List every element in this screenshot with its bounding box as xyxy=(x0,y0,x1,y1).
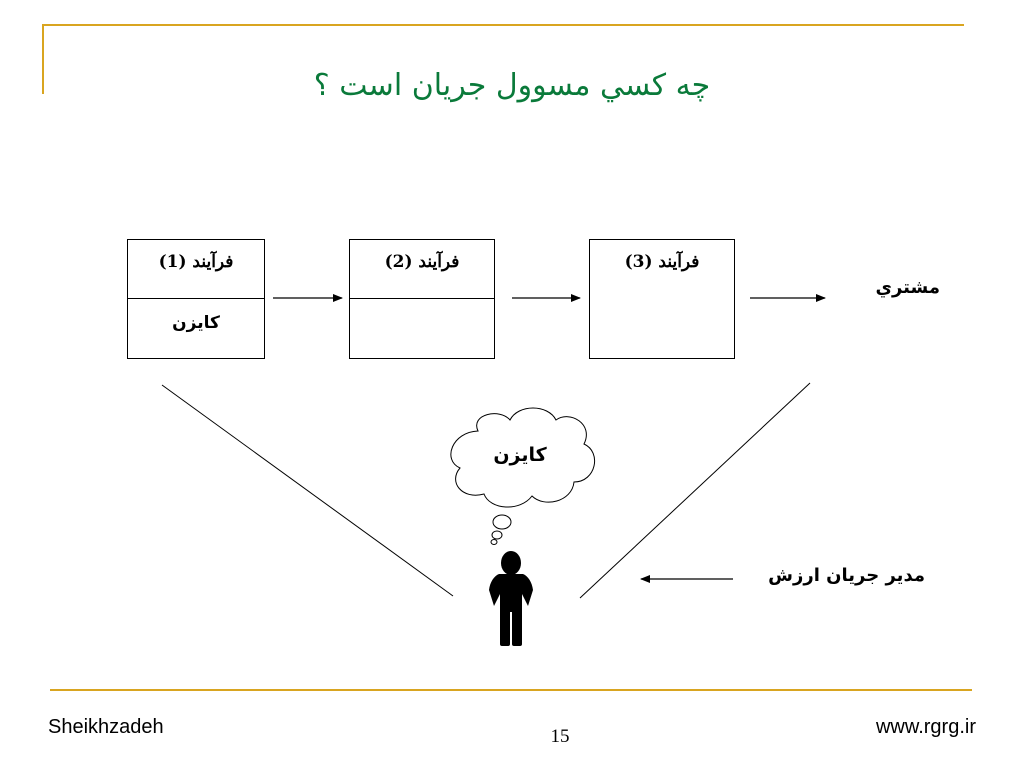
customer-label: مشتري xyxy=(875,277,940,298)
thought-cloud-text: كايزن xyxy=(493,444,547,466)
footer-divider xyxy=(50,689,972,691)
footer-author: Sheikhzadeh xyxy=(48,716,164,738)
thought-cloud xyxy=(451,408,595,545)
page-number: 15 xyxy=(550,726,570,747)
person-icon xyxy=(489,551,533,646)
process-header-2: فرآيند (2) xyxy=(350,240,494,299)
process-body-1: كايزن xyxy=(172,313,220,333)
footer-website: www.rgrg.ir xyxy=(875,716,976,738)
value-stream-manager-label: مدير جريان ارزش xyxy=(768,565,925,586)
process-header-1: فرآيند (1) xyxy=(128,240,264,299)
v-line-left xyxy=(162,385,453,596)
slide-title: چه كسي مسوول جريان است ؟ xyxy=(313,68,711,103)
v-line-right xyxy=(580,383,810,598)
process-header-3: فرآيند (3) xyxy=(624,252,700,272)
